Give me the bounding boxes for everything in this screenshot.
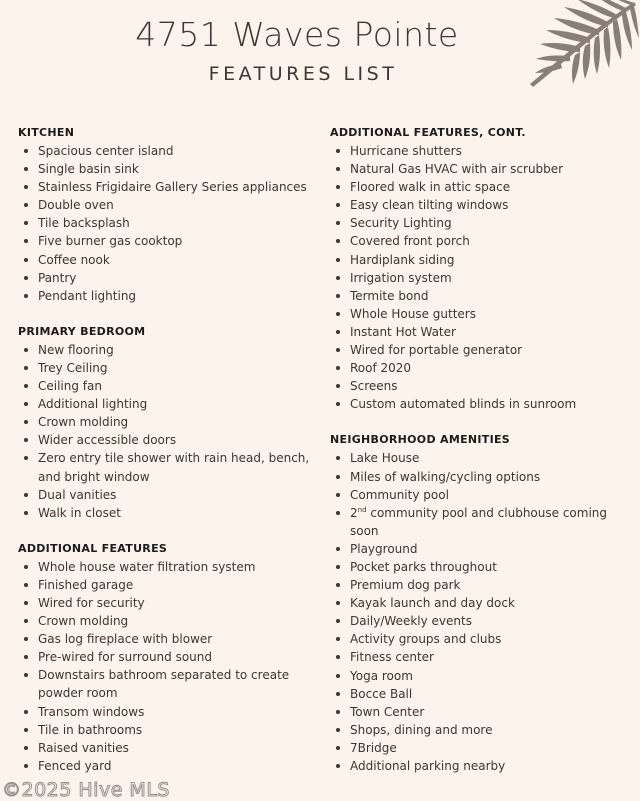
list-item-text: Trey Ceiling: [38, 360, 108, 375]
bullet-icon: [336, 511, 340, 515]
bullet-icon: [24, 710, 28, 714]
list-item: [330, 377, 630, 395]
list-item-text: Instant Hot Water: [350, 324, 456, 339]
list-item-text: Pantry: [38, 270, 77, 285]
primary-bedroom-list: [18, 341, 318, 522]
bullet-icon: [24, 203, 28, 207]
bullet-icon: [336, 728, 340, 732]
bullet-icon: [336, 547, 340, 551]
bullet-icon: [336, 565, 340, 569]
list-item-text: Wider accessible doors: [38, 433, 177, 448]
list-item: [330, 251, 630, 269]
list-item-text: Fenced yard: [38, 758, 112, 773]
list-item: [330, 576, 630, 594]
list-item-text: Double oven: [38, 198, 114, 213]
list-item: [330, 685, 630, 703]
list-item: [18, 449, 318, 485]
list-item-text: Dual vanities: [38, 487, 117, 502]
list-item: [330, 612, 630, 630]
list-item-text: Activity groups and clubs: [350, 632, 502, 647]
list-item-text: Crown molding: [38, 415, 129, 430]
list-item: [330, 739, 630, 757]
bullet-icon: [24, 673, 28, 677]
section-primary-bedroom: [18, 323, 318, 522]
section-neighborhood-amenities: [330, 431, 630, 775]
page-title: 4751 Waves Pointe: [135, 15, 459, 54]
bullet-icon: [24, 746, 28, 750]
list-item-text: Five burner gas cooktop: [38, 234, 183, 249]
bullet-icon: [336, 330, 340, 334]
bullet-icon: [24, 619, 28, 623]
list-item-text: Downstairs bathroom separated to create powder room: [38, 668, 290, 701]
right-column: [330, 124, 630, 793]
neighborhood-amenities-list: [330, 449, 630, 775]
list-item-text: Transom windows: [38, 704, 145, 719]
bullet-icon: [24, 637, 28, 641]
list-item: [330, 667, 630, 685]
bullet-icon: [336, 475, 340, 479]
list-item: [330, 160, 630, 178]
list-item-text: Hardiplank siding: [350, 252, 455, 267]
bullet-icon: [336, 149, 340, 153]
bullet-icon: [24, 294, 28, 298]
list-item-text: Shops, dining and more: [350, 722, 493, 737]
list-item: [18, 395, 318, 413]
list-item: [18, 612, 318, 630]
list-item-text: Tile in bathrooms: [38, 722, 143, 737]
bullet-icon: [336, 276, 340, 280]
list-item: [330, 703, 630, 721]
list-item-text: Tile backsplash: [38, 216, 130, 231]
list-item: [330, 449, 630, 467]
list-item: [18, 558, 318, 576]
bullet-icon: [336, 456, 340, 460]
bullet-icon: [24, 493, 28, 497]
list-item-text: Town Center: [350, 704, 425, 719]
list-item-text: 2: [350, 505, 358, 520]
bullet-icon: [24, 258, 28, 262]
list-item-text: Roof 2020: [350, 361, 412, 376]
bullet-icon: [336, 366, 340, 370]
list-item: [18, 359, 318, 377]
list-item-text: Ceiling fan: [38, 379, 102, 394]
list-item-text: Pre-wired for surround sound: [38, 650, 213, 665]
section-heading-additional-features: ADDITIONAL FEATURES: [18, 541, 168, 555]
additional-features-list: [18, 558, 318, 775]
list-item: [18, 703, 318, 721]
palm-leaf-icon: [522, 0, 640, 90]
list-item-text: Lake House: [350, 451, 420, 466]
list-item-text: Daily/Weekly events: [350, 614, 472, 629]
watermark: ©2025 Hive MLS: [2, 779, 170, 801]
list-item-text: Hurricane shutters: [350, 144, 462, 158]
list-item-text: Irrigation system: [350, 270, 452, 285]
list-item-text: Playground: [350, 541, 418, 556]
bullet-icon: [336, 493, 340, 497]
list-item-text: Fitness center: [350, 650, 434, 665]
bullet-icon: [24, 438, 28, 442]
list-item-text: Security Lighting: [350, 216, 452, 231]
ordinal-suffix: nd: [357, 505, 367, 514]
list-item: [18, 377, 318, 395]
list-item-text: Natural Gas HVAC with air scrubber: [350, 162, 564, 177]
left-column: [18, 124, 318, 793]
list-item-text: community pool and clubhouse coming soon: [350, 505, 608, 538]
bullet-icon: [336, 402, 340, 406]
bullet-icon: [24, 583, 28, 587]
bullet-icon: [24, 456, 28, 460]
page-subtitle: FEATURES LIST: [208, 63, 398, 85]
section-kitchen: [18, 124, 318, 305]
list-item-text: Screens: [350, 379, 398, 394]
bullet-icon: [24, 221, 28, 225]
list-item: [330, 395, 630, 413]
list-item-text: Coffee nook: [38, 252, 110, 267]
list-item-text: Covered front porch: [350, 234, 470, 249]
list-item-text: Miles of walking/cycling options: [350, 469, 541, 484]
section-additional-features: [18, 540, 318, 775]
list-item: [18, 594, 318, 612]
bullet-icon: [336, 185, 340, 189]
list-item-text: Gas log fireplace with blower: [38, 632, 213, 647]
bullet-icon: [336, 637, 340, 641]
list-item: [18, 214, 318, 232]
list-item-text: Pendant lighting: [38, 288, 137, 303]
list-item: [330, 540, 630, 558]
bullet-icon: [336, 239, 340, 243]
list-item-text: Wired for security: [38, 595, 145, 610]
bullet-icon: [336, 167, 340, 171]
list-item-text: Single basin sink: [38, 162, 139, 177]
list-item: [18, 178, 318, 196]
list-item: [18, 341, 318, 359]
list-item: [18, 739, 318, 757]
bullet-icon: [336, 203, 340, 207]
bullet-icon: [24, 276, 28, 280]
bullet-icon: [336, 384, 340, 388]
bullet-icon: [24, 420, 28, 424]
bullet-icon: [24, 366, 28, 370]
additional-features-cont-list: [330, 142, 630, 413]
list-item: [330, 323, 630, 341]
section-heading-kitchen: KITCHEN: [18, 126, 75, 139]
bullet-icon: [24, 348, 28, 352]
bullet-icon: [24, 655, 28, 659]
list-item: [18, 287, 318, 305]
bullet-icon: [336, 619, 340, 623]
list-item: [330, 504, 630, 540]
list-item-text: Easy clean tilting windows: [350, 198, 509, 213]
list-item: [18, 142, 318, 160]
list-item: [330, 214, 630, 232]
list-item: [18, 413, 318, 431]
bullet-icon: [24, 601, 28, 605]
bullet-icon: [336, 710, 340, 714]
list-item-text: New flooring: [38, 342, 114, 357]
list-item: [18, 576, 318, 594]
list-item: [18, 721, 318, 739]
list-item-text: Additional lighting: [38, 397, 148, 412]
list-item: [330, 721, 630, 739]
bullet-icon: [336, 764, 340, 768]
bullet-icon: [24, 764, 28, 768]
bullet-icon: [336, 692, 340, 696]
list-item: [18, 431, 318, 449]
bullet-icon: [24, 384, 28, 388]
bullet-icon: [336, 221, 340, 225]
bullet-icon: [24, 402, 28, 406]
list-item-text: Premium dog park: [350, 578, 461, 593]
list-item-text: Walk in closet: [38, 505, 121, 520]
list-item: [18, 666, 318, 702]
list-item-text: Crown molding: [38, 614, 129, 629]
list-item-text: Zero entry tile shower with rain head, bench, and bright window: [38, 451, 310, 484]
list-item: [18, 757, 318, 775]
list-item: [18, 648, 318, 666]
list-item-text: Wired for portable generator: [350, 343, 523, 358]
list-item: [330, 359, 630, 377]
list-item: [18, 269, 318, 287]
list-item: [330, 196, 630, 214]
section-additional-features-cont: [330, 124, 630, 413]
bullet-icon: [24, 728, 28, 732]
bullet-icon: [336, 294, 340, 298]
list-item: [18, 232, 318, 250]
bullet-icon: [24, 149, 28, 153]
bullet-icon: [336, 583, 340, 587]
list-item-text: Raised vanities: [38, 740, 129, 755]
list-item: [330, 486, 630, 504]
list-item: [330, 269, 630, 287]
list-item-text: Termite bond: [350, 288, 429, 303]
bullet-icon: [336, 674, 340, 678]
list-item-text: Yoga room: [350, 668, 413, 683]
bullet-icon: [336, 601, 340, 605]
list-item: [330, 232, 630, 250]
bullet-icon: [336, 258, 340, 262]
bullet-icon: [24, 239, 28, 243]
list-item-text: Stainless Frigidaire Gallery Series appliances: [38, 180, 307, 195]
section-heading-neighborhood-amenities: NEIGHBORHOOD AMENITIES: [330, 433, 511, 447]
list-item: [18, 251, 318, 269]
list-item: [18, 160, 318, 178]
kitchen-list: [18, 142, 318, 305]
bullet-icon: [336, 348, 340, 352]
list-item: [18, 630, 318, 648]
list-item-text: Additional parking nearby: [350, 759, 506, 773]
list-item-text: Custom automated blinds in sunroom: [350, 397, 577, 412]
list-item: [330, 341, 630, 359]
list-item: [330, 630, 630, 648]
list-item-text: Whole House gutters: [350, 306, 476, 321]
list-item: [330, 648, 630, 666]
list-item-text: Floored walk in attic space: [350, 180, 511, 195]
list-item-text: Bocce Ball: [350, 686, 413, 701]
list-item: [18, 196, 318, 214]
list-item-text: Community pool: [350, 487, 449, 502]
bullet-icon: [24, 185, 28, 189]
list-item: [18, 504, 318, 522]
list-item: [330, 468, 630, 486]
list-item-text: Pocket parks throughout: [350, 559, 497, 574]
bullet-icon: [336, 746, 340, 750]
bullet-icon: [336, 655, 340, 659]
list-item: [330, 594, 630, 612]
list-item-text: Whole house water filtration system: [38, 559, 256, 574]
bullet-icon: [24, 511, 28, 515]
list-item: [330, 178, 630, 196]
bullet-icon: [336, 312, 340, 316]
list-item-text: Spacious center island: [38, 144, 174, 158]
section-heading-additional-features-cont: ADDITIONAL FEATURES, CONT.: [330, 126, 526, 139]
list-item: [330, 305, 630, 323]
bullet-icon: [24, 167, 28, 171]
list-item: [330, 757, 630, 775]
list-item-text: Kayak launch and day dock: [350, 596, 515, 611]
list-item: [330, 558, 630, 576]
list-item: [330, 142, 630, 160]
bullet-icon: [24, 565, 28, 569]
list-item-text: 7Bridge: [350, 740, 397, 755]
list-item-text: Finished garage: [38, 577, 134, 592]
list-item: [18, 486, 318, 504]
section-heading-primary-bedroom: PRIMARY BEDROOM: [18, 324, 146, 338]
list-item: [330, 287, 630, 305]
